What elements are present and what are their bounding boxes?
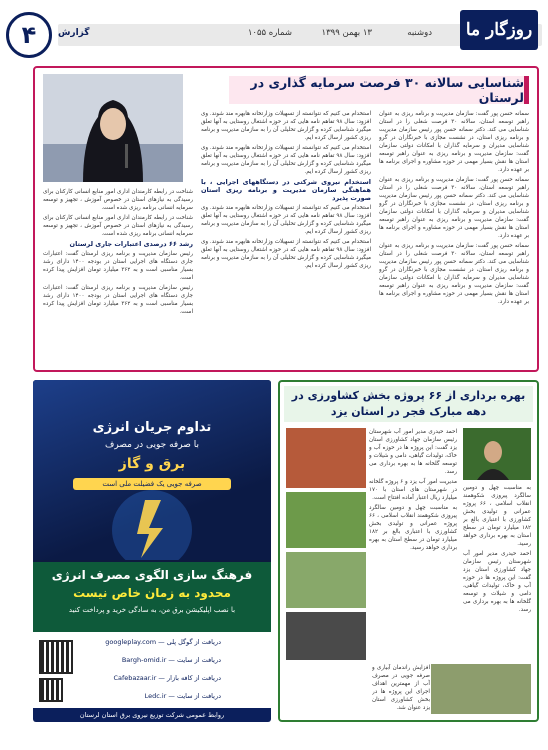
- paragraph: سمانه حسن پور گفت: سازمان مدیریت و برنامه ریزی به عنوان راهبر توسعه استان، سالانه ۳۰ فرصت شغلی را در استان شناسایی می کند. دکتر سمانه حسن پور رئیس سازمان مدیریت و برنامه ریزی استان، در نشست مجازی با خبرنگاران در گرو شناسایی مدیران و سرمایه گذاران با امکانات دولتی سازمان گفت: سازمان مدیریت و برنامه ریزی به عنوان راهبر توسعه استان ها نقش بسیار مهمی در حوزه مشاوره و اجرای برنامه ها بر عهده دارد.: [379, 243, 529, 305]
- page-number: ۴: [6, 12, 52, 58]
- header-day: دوشنبه: [407, 28, 432, 38]
- greenhouse-photo: [286, 552, 366, 608]
- ad-app-url: Ledc.ir: [144, 692, 167, 700]
- ad-culture: فرهنگ سازی الگوی مصرف انرژی: [51, 568, 253, 582]
- qr-code-icon: [39, 640, 73, 674]
- ad-banner: [33, 380, 271, 560]
- qr-code-icon: [39, 678, 63, 702]
- ad-note: با نصب اپلیکیشن برق من، به سادگی خرید و پرداخت کنید: [68, 606, 236, 614]
- article-column-middle: [369, 428, 457, 660]
- field-photo: [286, 492, 366, 548]
- header-date: ۱۳ بهمن ۱۳۹۹: [321, 28, 372, 38]
- ad-title: تداوم جریان انرژی: [92, 420, 212, 435]
- livestock-photo: [286, 612, 366, 660]
- ad-download-section: [33, 632, 271, 722]
- paragraph: شناخت در رابطه کارمندان اداری امور منابع انسانی کارکنان برای رسیدگی به نیازهای استان در خصوص آموزش ، تجهیز و توسعه سرمایه انسانی برنامه ریزی شده است.: [43, 215, 193, 237]
- paragraph: احمد حیدری مدیر امور آب شهرستان رئیس سازمان جهاد کشاورزی استان یزد گفت: این پروژه ها در حوزه آب و خاک، تولیدات گیاهی، دامی و شیلات و توسعه گلخانه ها به بهره برداری می رسد.: [369, 429, 457, 475]
- ad-footer: روابط عمومی شرکت توزیع نیروی برق استان لرستان: [33, 708, 271, 722]
- article-column-right: [379, 110, 529, 366]
- subheading: رشد ۶۶ درصدی اعتبارات جاری لرستان: [69, 240, 193, 248]
- paragraph: به مناسبت چهل و دومین سالگرد پیروزی شکوهمند انقلاب اسلامی ، ۶۶ پروژه عمرانی و تولیدی بخش کشاورزی با اعتباری بالغ بر ۱۸۲ میلیارد تومان در سطح استان به بهره برداری خواهد رسید.: [369, 505, 457, 551]
- paragraph: رئیس سازمان مدیریت و برنامه ریزی لرستان گفت: اعتبارات جاری دستگاه های اجرایی استان در بودجه ۱۴۰۰ دارای رشد بسیار مناسبی است و به ۳۶۲ میلیارد تومان افزایش پیدا کرده است.: [43, 251, 193, 281]
- paragraph: رئیس سازمان مدیریت و برنامه ریزی لرستان گفت: اعتبارات جاری دستگاه های اجرایی استان در بودجه ۱۴۰۰ دارای رشد بسیار مناسبی است و به ۳۶۲ میلیارد تومان افزایش پیدا کرده است.: [43, 285, 193, 315]
- paragraph: به مناسبت چهل و دومین سالگرد پیروزی شکوهمند انقلاب اسلامی ، ۶۶ پروژه عمرانی و تولیدی بخش کشاورزی با اعتباری بالغ بر ۱۸۲ میلیارد تومان در سطح استان به بهره برداری خواهد رسید.: [463, 485, 531, 547]
- ad-tagline: صرفه جویی یک فضیلت ملی است: [73, 478, 231, 490]
- paragraph: مدیریت امور آب یزد و ۶ پروژه گلخانه در شهرستان های استان با ۱۷۰ میلیارد ریال اعتبار آماده افتتاح است.: [369, 479, 457, 501]
- farm-photo: [431, 664, 531, 714]
- article-title: شناسایی سالانه ۳۰ فرصت سرمایه گذاری در لرستان: [229, 76, 529, 104]
- official-photo: [43, 74, 183, 182]
- ad-app-url: Bargh-omid.ir: [121, 656, 167, 664]
- ad-app-label: دریافت از کافه بازار: [167, 674, 221, 682]
- energy-advertisement: [33, 380, 271, 722]
- sweet-potato-photo: [286, 428, 366, 488]
- article-column-bottom: [372, 664, 430, 716]
- article-column-left: [43, 188, 193, 366]
- paragraph: استخدام می کنیم که نتوانسته از تسهیلات وزارتخانه هابهره مند شوند. وی افزود: سال ۹۸ تفاهم نامه هایی که در حوزه اشتغال روستایی به آنها تعلق میگیرد شناسایی کرده و گزارش تحلیلی آن را به سازمان مدیریت و برنامه ریزی کشور ارسال کرده ایم.: [201, 111, 371, 141]
- ad-app-row: دریافت از کافه بازار — Cafebazaar.ir: [113, 674, 221, 682]
- paragraph: استخدام می کنیم که نتوانسته از تسهیلات وزارتخانه هابهره مند شوند. وی افزود: سال ۹۸ تفاهم نامه هایی که در حوزه اشتغال روستایی به آنها تعلق میگیرد شناسایی کرده و گزارش تحلیلی آن را به سازمان مدیریت و برنامه ریزی کشور ارسال کرده ایم.: [201, 239, 371, 269]
- ad-message: [33, 562, 271, 632]
- article-column-right: [463, 484, 531, 660]
- paragraph: استخدام می کنیم که نتوانسته از تسهیلات وزارتخانه هابهره مند شوند. وی افزود: سال ۹۸ تفاهم نامه هایی که در حوزه اشتغال روستایی به آنها تعلق میگیرد شناسایی کرده و گزارش تحلیلی آن را به سازمان مدیریت و برنامه ریزی کشور ارسال کرده ایم.: [201, 145, 371, 175]
- ad-app-url: Cafebazaar.ir: [113, 674, 157, 682]
- ad-highlight: برق و گاز: [118, 456, 186, 472]
- article-investment: [33, 66, 539, 372]
- article-column-middle: [201, 110, 371, 366]
- paragraph: استخدام می کنیم که نتوانسته از تسهیلات وزارتخانه هابهره مند شوند. وی افزود: سال ۹۸ تفاهم نامه هایی که در حوزه اشتغال روستایی به آنها تعلق میگیرد شناسایی کرده و گزارش تحلیلی آن را به سازمان مدیریت و برنامه ریزی کشور ارسال کرده ایم.: [201, 205, 371, 235]
- article-title: بهره برداری از ۶۶ پروژه بخش کشاورزی در دهه مبارک فجر در استان یزد: [284, 386, 533, 422]
- section-label: گزارش: [58, 28, 90, 38]
- ad-app-url: googleplay.com: [105, 638, 157, 646]
- newspaper-logo: روزگار ما: [460, 10, 538, 50]
- ad-app-row: دریافت از سایت — Ledc.ir: [144, 692, 221, 700]
- article-agriculture: [278, 380, 539, 722]
- ad-app-row: دریافت از سایت — Bargh-omid.ir: [121, 656, 221, 664]
- paragraph: سمانه حسن پور گفت: سازمان مدیریت و برنامه ریزی به عنوان راهبر توسعه استان، سالانه ۳۰ فرصت شغلی را در استان شناسایی می کند. دکتر سمانه حسن پور رئیس سازمان مدیریت و برنامه ریزی استان، در نشست مجازی با خبرنگاران در گرو شناسایی مدیران و سرمایه گذاران با امکانات دولتی سازمان گفت: سازمان مدیریت و برنامه ریزی به عنوان راهبر توسعه استان ها نقش بسیار مهمی در حوزه مشاوره و اجرای برنامه ها بر عهده دارد.: [379, 177, 529, 239]
- subheading: استخدام نیروی شرکتی در دستگاههای اجرایی ، با هماهنگی سازمان مدیریت و برنامه ریزی استان صورت پذیرد: [201, 178, 371, 202]
- header-issue: شماره ۱۰۵۵: [247, 28, 292, 38]
- ad-subtitle: با صرفه جویی در مصرف: [105, 440, 199, 450]
- paragraph: شناخت در رابطه کارمندان اداری امور منابع انسانی کارکنان برای رسیدگی به نیازهای استان در خصوص آموزش ، تجهیز و توسعه سرمایه انسانی برنامه ریزی شده است.: [43, 189, 193, 211]
- paragraph: احمد حیدری مدیر امور آب شهرستان رئیس سازمان جهاد کشاورزی استان یزد گفت: این پروژه ها در حوزه آب و خاک، تولیدات گیاهی، دامی و شیلات و توسعه گلخانه ها به بهره برداری می رسد.: [463, 551, 531, 613]
- page-header: [6, 6, 542, 62]
- official-photo: [463, 428, 531, 480]
- ad-app-row: دریافت از گوگل پلی — googleplay.com: [105, 638, 221, 646]
- ad-limit: محدود به زمان خاص نیست: [73, 586, 231, 600]
- ad-app-label: دریافت از سایت: [176, 656, 221, 664]
- ad-app-label: دریافت از سایت: [176, 692, 221, 700]
- paragraph: افزایش راندمان آبیاری و صرفه جویی در مصرف آب از مهمترین اهداف اجرای این پروژه ها در بخش کشاورزی استان یزد عنوان شد.: [372, 665, 430, 711]
- ad-app-label: دریافت از گوگل پلی: [166, 638, 221, 646]
- paragraph: سمانه حسن پور گفت: سازمان مدیریت و برنامه ریزی به عنوان راهبر توسعه استان، سالانه ۳۰ فرصت شغلی را در استان شناسایی می کند. دکتر سمانه حسن پور رئیس سازمان مدیریت و برنامه ریزی استان، در نشست مجازی با خبرنگاران در گرو شناسایی مدیران و سرمایه گذاران با امکانات دولتی سازمان گفت: سازمان مدیریت و برنامه ریزی به عنوان راهبر توسعه استان ها نقش بسیار مهمی در حوزه مشاوره و اجرای برنامه ها بر عهده دارد.: [379, 111, 529, 173]
